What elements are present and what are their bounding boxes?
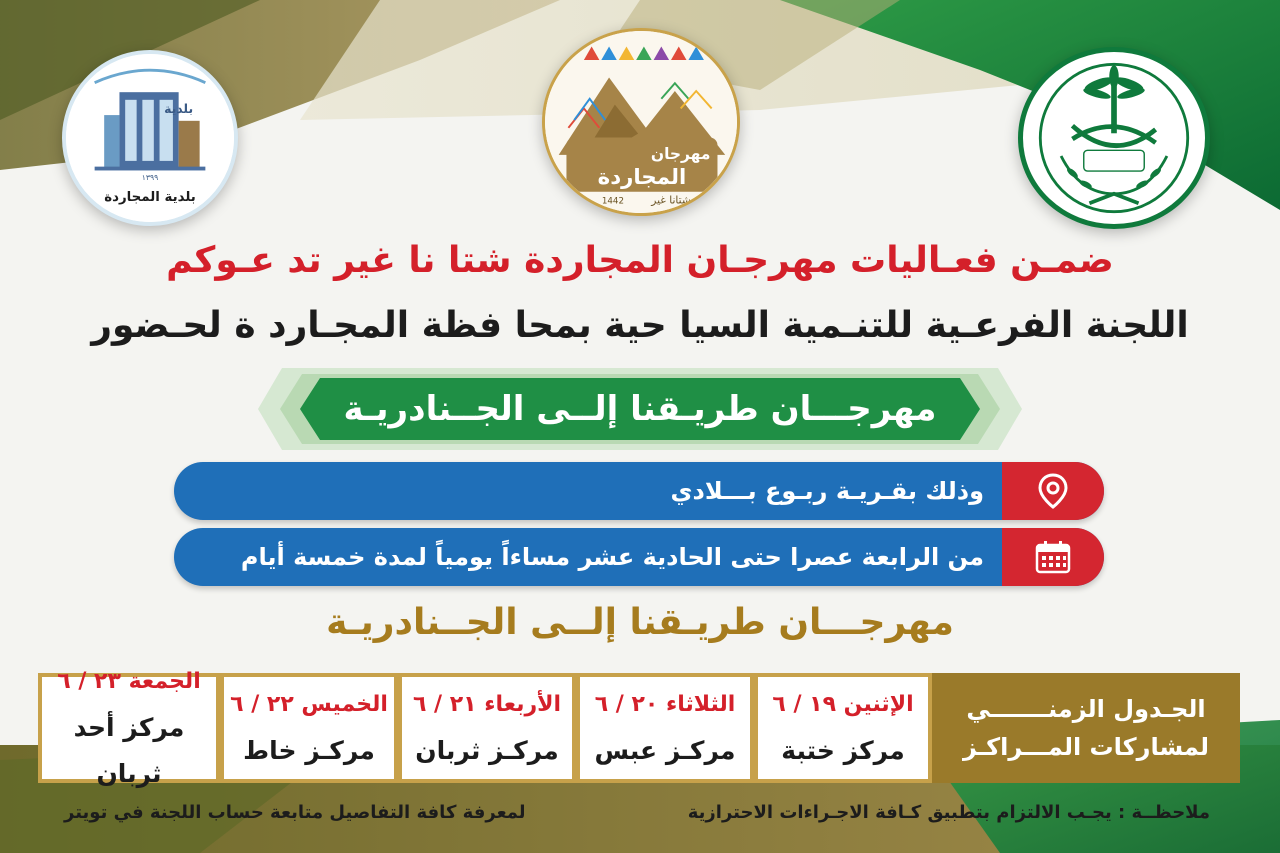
schedule-center: مركز ختبة <box>781 736 905 765</box>
municipality-bottom-text: بلدية المجاردة <box>104 190 196 206</box>
festival-title-banner <box>258 368 1022 450</box>
ministry-emblem-logo <box>1018 47 1210 229</box>
municipality-year: ١٣٩٩ <box>141 173 159 182</box>
schedule-title <box>932 673 1240 783</box>
schedule-center: مركز أحد ثربان <box>73 713 185 788</box>
saudi-emblem-palm-swords-icon <box>1023 52 1205 224</box>
schedule-day: الثلاثاء ٢٠ / ٦ <box>594 692 736 717</box>
municipality-logo <box>62 50 238 226</box>
time-text: من الرابعة عصرا حتى الحادية عشر مساءاً يومياً لمدة خمسة أيام <box>240 543 984 571</box>
schedule-cell <box>220 673 398 783</box>
banner-title: مهرجـــان طريـقنا إلــى الجــنادريـة <box>343 389 937 429</box>
schedule-title-line1: الجـدول الزمنـــــــي <box>966 695 1206 723</box>
precautions-note: ملاحظــة : يجـب الالتزام بتطبيق كـافة الاجـراءات الاحترازية <box>687 802 1210 823</box>
festival-subtitle: مهرجـــان طريـقنا إلــى الجــنادريـة <box>326 602 954 643</box>
festival-logo-line1: مهرجان <box>650 144 711 163</box>
festival-logo-year: 1442 <box>601 196 625 207</box>
municipality-building-icon <box>66 54 234 222</box>
majardah-festival-mountains-icon <box>545 31 737 213</box>
schedule-center: مركـز ثربان <box>415 736 559 765</box>
calendar-icon-cap <box>1002 528 1104 586</box>
schedule-cell <box>38 669 220 788</box>
festival-logo-line3: شتانا غير <box>651 193 691 207</box>
schedule-title-line2: لمشاركات المـــراكـز <box>963 733 1209 761</box>
twitter-note: لمعرفة كافة التفاصيل متابعة حساب اللجنة في تويتر <box>64 802 526 823</box>
schedule-cell <box>398 673 576 783</box>
schedule-day: الإثنين ١٩ / ٦ <box>772 692 914 717</box>
location-text: وذلك بقـريـة ربـوع بـــلادي <box>670 477 984 505</box>
calendar-icon <box>1035 540 1071 574</box>
schedule-center: مركـز عبس <box>594 736 736 765</box>
majardah-festival-logo <box>542 28 740 216</box>
festival-logo-line2: المجاردة <box>597 164 687 190</box>
schedule-cell <box>754 673 932 783</box>
schedule-table <box>38 669 1240 788</box>
committee-headline: اللجنة الفرعـية للتنـمية السيا حية بمحا فظة المجـارد ة لحـضور <box>91 305 1189 346</box>
location-pin-icon <box>1038 473 1068 509</box>
schedule-cell <box>576 673 754 783</box>
location-row <box>174 462 1104 520</box>
schedule-day: الخميس ٢٢ / ٦ <box>230 692 388 717</box>
location-icon-cap <box>1002 462 1104 520</box>
municipality-top-text: بلدية <box>164 101 194 117</box>
schedule-day: الجمعة ٢٣ / ٦ <box>57 669 201 694</box>
schedule-center: مركـز خاط <box>243 736 375 765</box>
schedule-day: الأربعاء ٢١ / ٦ <box>412 692 562 717</box>
invitation-headline: ضمـن فعـاليات مهرجـان المجاردة شتا نا غير تد عـوكم <box>166 240 1114 281</box>
time-row <box>174 528 1104 586</box>
